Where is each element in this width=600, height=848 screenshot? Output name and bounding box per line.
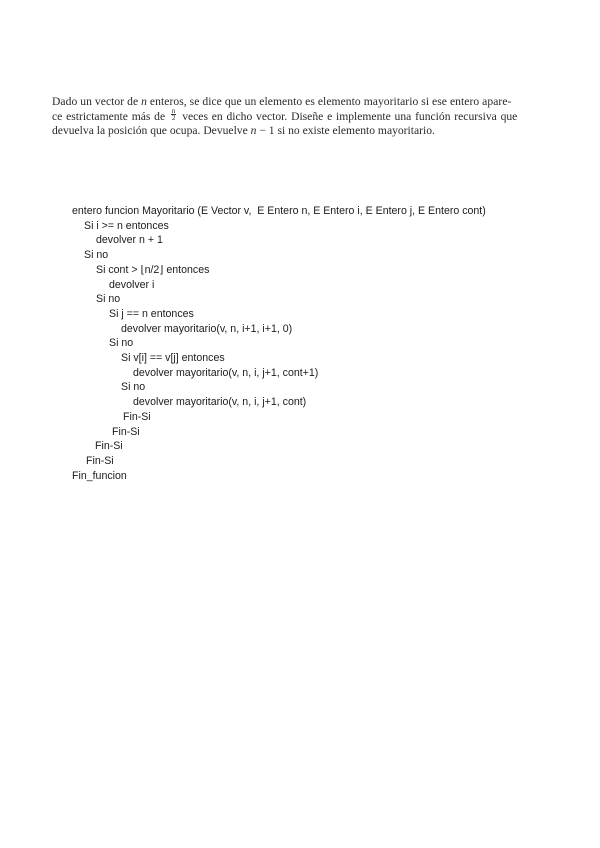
problem-line-1: [52, 95, 572, 110]
problem-line-3: [52, 124, 572, 139]
pseudocode-block: [72, 204, 486, 483]
code-line: Fin-Si: [123, 410, 151, 423]
code-line: Fin_funcion: [72, 469, 127, 482]
code-line: Fin-Si: [86, 454, 114, 467]
code-line: devolver mayoritario(v, n, i, j+1, cont): [133, 396, 307, 409]
problem-statement: [52, 95, 572, 139]
problem-text: Dado un vector de: [52, 95, 142, 108]
code-line: Si cont > ⌊n/2⌋ entonces: [96, 263, 210, 276]
fraction-n-over-2: [171, 108, 177, 121]
code-line: Si no: [96, 293, 121, 306]
code-line: devolver i: [109, 278, 155, 291]
problem-text: devuelva la posición que ocupa. Devuelve: [52, 124, 251, 137]
code-line: Si j == n entonces: [109, 307, 194, 320]
code-line: Si v[i] == v[j] entonces: [121, 352, 225, 365]
code-line: entero funcion Mayoritario (E Vector v, E Entero n, E Entero i, E Entero j, E Entero cont): [72, 205, 486, 217]
problem-text: enteros, se dice que un elemento es elemento mayoritario si ese entero apare-: [146, 95, 512, 108]
code-line: devolver mayoritario(v, n, i, j+1, cont+1): [133, 366, 319, 379]
code-line: Si i >= n entonces: [84, 219, 169, 232]
problem-text: ce estrictamente más de: [52, 109, 169, 123]
code-line: Fin-Si: [95, 440, 123, 453]
math-variable: n: [250, 124, 257, 137]
code-line: Fin-Si: [112, 425, 140, 438]
code-line: devolver n + 1: [96, 234, 163, 247]
fraction-denominator: 2: [171, 114, 176, 123]
math-variable: n: [141, 95, 147, 108]
code-line: Si no: [84, 249, 109, 262]
code-line: Si no: [109, 337, 134, 350]
fraction-numerator: n: [171, 107, 176, 116]
problem-text: − 1 si no existe elemento mayoritario.: [256, 124, 435, 137]
code-line: Si no: [121, 381, 146, 394]
problem-line-2: [52, 107, 572, 125]
code-line: devolver mayoritario(v, n, i+1, i+1, 0): [121, 322, 293, 335]
problem-text: veces en dicho vector. Diseñe e implemente una función recursiva que: [178, 109, 518, 123]
